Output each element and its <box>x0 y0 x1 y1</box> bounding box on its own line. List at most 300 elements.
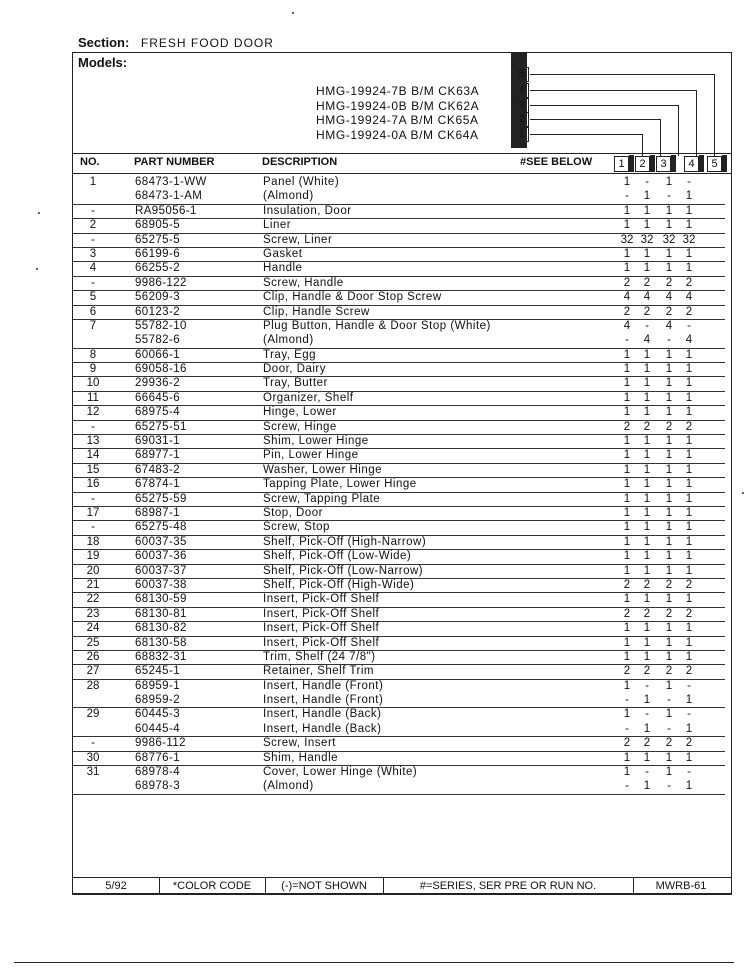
scan-speck <box>38 212 40 214</box>
leader-line <box>530 74 714 75</box>
part-description: Shelf, Pick-Off (Low-Narrow) <box>263 564 424 577</box>
part-description: Cover, Lower Hinge (White) <box>263 766 418 779</box>
quantity-col-4: - <box>687 766 691 779</box>
part-description: Washer, Lower Hinge <box>263 463 383 476</box>
part-description: Gasket <box>263 247 303 260</box>
quantity-col-4: 1 <box>685 694 693 707</box>
part-description: Liner <box>263 219 292 232</box>
quantity-col-1: 1 <box>623 247 631 260</box>
item-number: - <box>91 492 95 505</box>
quantity-col-2: 1 <box>643 391 651 404</box>
quantity-col-1: - <box>625 722 629 735</box>
table-row <box>73 737 731 751</box>
quantity-col-4: 1 <box>685 363 693 376</box>
col-divider <box>722 155 727 172</box>
part-number: 55782-6 <box>135 334 181 347</box>
part-number: 66199-6 <box>135 247 181 260</box>
part-number: 68959-1 <box>135 679 181 692</box>
quantity-col-3: 2 <box>665 737 673 750</box>
quantity-col-3: 1 <box>665 521 673 534</box>
part-number: 60037-38 <box>135 578 187 591</box>
part-description: Organizer, Shelf <box>263 391 354 404</box>
part-description: Screw, Liner <box>263 233 333 246</box>
quantity-col-1: 1 <box>623 550 631 563</box>
item-number: 22 <box>86 593 100 606</box>
quantity-col-3: 1 <box>665 219 673 232</box>
scan-speck <box>292 12 294 14</box>
quantity-col-2: 1 <box>643 622 651 635</box>
quantity-col-2: 1 <box>643 636 651 649</box>
part-number: 65275-59 <box>135 492 187 505</box>
item-number: - <box>91 233 95 246</box>
footer-series-note: #=SERIES, SER PRE OR RUN NO. <box>383 878 634 894</box>
item-number: 30 <box>86 751 100 764</box>
quantity-col-4: 1 <box>685 650 693 663</box>
table-row <box>73 723 731 737</box>
quantity-col-3: - <box>667 190 671 203</box>
quantity-col-3: 1 <box>665 204 673 217</box>
quantity-col-2: 1 <box>643 363 651 376</box>
quantity-col-2: 1 <box>643 492 651 505</box>
quantity-col-4: 2 <box>685 737 693 750</box>
quantity-col-2: 2 <box>643 607 651 620</box>
quantity-col-4: 1 <box>685 204 693 217</box>
item-number: 10 <box>86 377 100 390</box>
quantity-col-4: 1 <box>685 722 693 735</box>
part-description: Screw, Hinge <box>263 420 337 433</box>
quantity-col-3: 1 <box>665 564 673 577</box>
table-row <box>73 780 731 794</box>
table-row <box>73 708 731 722</box>
part-number: 69031-1 <box>135 435 181 448</box>
quantity-col-2: 4 <box>643 291 651 304</box>
quantity-col-4: 1 <box>685 622 693 635</box>
table-row <box>73 291 731 305</box>
part-number: 60445-4 <box>135 722 181 735</box>
part-description: Door, Dairy <box>263 363 327 376</box>
part-number: 68130-58 <box>135 636 187 649</box>
quantity-col-3: 1 <box>665 176 673 188</box>
quantity-col-2: - <box>645 708 649 721</box>
part-number: 67483-2 <box>135 463 181 476</box>
quantity-col-3: 1 <box>665 391 673 404</box>
header-rule-bottom <box>73 173 731 174</box>
quantity-col-1: 2 <box>623 578 631 591</box>
quantity-col-4: - <box>687 708 691 721</box>
quantity-col-4: 1 <box>685 535 693 548</box>
part-number: 68975-4 <box>135 406 181 419</box>
part-description: (Almond) <box>263 190 314 203</box>
item-number: 4 <box>89 262 97 275</box>
table-row <box>73 449 731 463</box>
scan-speck <box>36 268 38 270</box>
part-description: Screw, Handle <box>263 276 344 289</box>
col-divider <box>699 155 704 172</box>
quantity-col-2: 2 <box>643 665 651 678</box>
part-description: (Almond) <box>263 780 314 793</box>
part-description: Stop, Door <box>263 506 323 519</box>
part-number: 9986-112 <box>135 737 186 750</box>
quantity-col-3: - <box>667 722 671 735</box>
quantity-col-2: 1 <box>643 478 651 491</box>
quantity-col-3: 1 <box>665 377 673 390</box>
col-header-3: 3 <box>656 156 671 172</box>
quantity-col-2: 2 <box>643 737 651 750</box>
quantity-col-4: 2 <box>685 665 693 678</box>
quantity-col-1: 2 <box>623 305 631 318</box>
table-row <box>73 248 731 262</box>
part-description: Tray, Butter <box>263 377 328 390</box>
item-number: 17 <box>86 506 100 519</box>
quantity-col-4: 4 <box>685 334 693 347</box>
leader-line <box>660 119 661 156</box>
quantity-col-3: 1 <box>665 622 673 635</box>
quantity-col-2: 32 <box>640 233 654 246</box>
table-row <box>73 190 731 204</box>
quantity-col-2: 1 <box>643 435 651 448</box>
col-header-description: DESCRIPTION <box>262 156 338 168</box>
table-row <box>73 637 731 651</box>
header-rule-top <box>73 153 731 154</box>
item-number: 2 <box>89 219 97 232</box>
part-description: Handle <box>263 262 303 275</box>
quantity-col-1: 2 <box>623 276 631 289</box>
part-description: Insert, Pick-Off Shelf <box>263 607 380 620</box>
part-number: 55782-10 <box>135 319 187 332</box>
item-number: 6 <box>89 305 97 318</box>
quantity-col-3: 2 <box>665 420 673 433</box>
item-number: 27 <box>86 665 100 678</box>
table-row <box>73 219 731 233</box>
quantity-col-4: 2 <box>685 420 693 433</box>
footer-date: 5/92 <box>73 878 160 894</box>
quantity-col-1: 1 <box>623 363 631 376</box>
item-number: 31 <box>86 766 100 779</box>
quantity-col-3: 1 <box>665 463 673 476</box>
quantity-col-2: 1 <box>643 406 651 419</box>
part-description: Shim, Lower Hinge <box>263 435 369 448</box>
col-divider <box>629 155 634 172</box>
part-description: Pin, Lower Hinge <box>263 449 359 462</box>
quantity-col-1: - <box>625 334 629 347</box>
leader-line <box>530 119 660 120</box>
leader-line <box>696 90 697 156</box>
part-number: 65275-51 <box>135 420 187 433</box>
quantity-col-4: 1 <box>685 435 693 448</box>
model-index-5: 5 <box>514 67 529 82</box>
quantity-col-3: - <box>667 334 671 347</box>
part-description: Clip, Handle & Door Stop Screw <box>263 291 442 304</box>
quantity-col-1: 1 <box>623 492 631 505</box>
quantity-col-3: 1 <box>665 363 673 376</box>
quantity-col-3: 1 <box>665 449 673 462</box>
item-number: 19 <box>86 550 100 563</box>
quantity-col-4: - <box>687 176 691 188</box>
item-number: 20 <box>86 564 100 577</box>
model-list <box>316 84 479 142</box>
item-number: - <box>91 521 95 534</box>
item-number: 14 <box>86 449 100 462</box>
table-row <box>73 320 731 334</box>
quantity-col-1: 1 <box>623 219 631 232</box>
table-row <box>73 262 731 276</box>
table-row <box>73 579 731 593</box>
part-number: 60037-36 <box>135 550 187 563</box>
quantity-col-1: 1 <box>623 766 631 779</box>
part-description: Trim, Shelf (24 7/8") <box>263 650 376 663</box>
item-number: 26 <box>86 650 100 663</box>
quantity-col-1: 1 <box>623 406 631 419</box>
quantity-col-4: 1 <box>685 377 693 390</box>
quantity-col-2: 1 <box>643 650 651 663</box>
part-description: Insulation, Door <box>263 204 352 217</box>
quantity-col-2: 1 <box>643 506 651 519</box>
footer-bar <box>72 877 732 895</box>
quantity-col-3: 1 <box>665 708 673 721</box>
table-row <box>73 176 731 190</box>
item-number: 8 <box>89 348 97 361</box>
quantity-col-1: 1 <box>623 593 631 606</box>
quantity-col-2: 1 <box>643 262 651 275</box>
leader-line <box>530 90 696 91</box>
part-description: Shim, Handle <box>263 751 339 764</box>
part-description: Tapping Plate, Lower Hinge <box>263 478 417 491</box>
quantity-col-2: 1 <box>643 780 651 793</box>
item-number: 15 <box>86 463 100 476</box>
table-row <box>73 205 731 219</box>
quantity-col-1: - <box>625 694 629 707</box>
quantity-col-1: 1 <box>623 622 631 635</box>
model-index-2: 2 <box>514 112 529 127</box>
table-row <box>73 478 731 492</box>
quantity-col-3: 1 <box>665 506 673 519</box>
quantity-col-4: 2 <box>685 305 693 318</box>
col-header-2: 2 <box>635 156 650 172</box>
part-number: 65245-1 <box>135 665 181 678</box>
quantity-col-4: 2 <box>685 578 693 591</box>
models-label: Models: <box>78 55 128 70</box>
part-number: 68978-3 <box>135 780 181 793</box>
col-header-5: 5 <box>707 156 722 172</box>
part-number: 68130-81 <box>135 607 187 620</box>
quantity-col-1: 2 <box>623 737 631 750</box>
part-number: 68776-1 <box>135 751 181 764</box>
table-row <box>73 680 731 694</box>
part-number: 9986-122 <box>135 276 187 289</box>
quantity-col-4: 1 <box>685 449 693 462</box>
quantity-col-4: 1 <box>685 219 693 232</box>
part-description: Shelf, Pick-Off (High-Wide) <box>263 578 415 591</box>
quantity-col-3: 1 <box>665 650 673 663</box>
part-description: Retainer, Shelf Trim <box>263 665 374 678</box>
quantity-col-4: 1 <box>685 751 693 764</box>
col-header-no: NO. <box>80 156 100 168</box>
quantity-col-4: - <box>687 679 691 692</box>
model-name: HMG-19924-0B B/M CK62A <box>316 98 480 113</box>
quantity-col-3: 1 <box>665 247 673 260</box>
part-number: 68977-1 <box>135 449 181 462</box>
quantity-col-2: 1 <box>643 751 651 764</box>
part-number: 68130-82 <box>135 622 187 635</box>
quantity-col-4: 1 <box>685 391 693 404</box>
quantity-col-4: 1 <box>685 506 693 519</box>
quantity-col-1: 1 <box>623 535 631 548</box>
table-row <box>73 234 731 248</box>
part-description: Insert, Handle (Front) <box>263 679 384 692</box>
model-name: HMG-19924-7A B/M CK65A <box>316 113 479 127</box>
model-name: HMG-19924-0A B/M CK64A <box>316 127 479 142</box>
item-number: 21 <box>86 578 100 591</box>
item-number: 28 <box>86 679 100 692</box>
item-number: - <box>91 204 95 217</box>
quantity-col-1: - <box>625 780 629 793</box>
model-row <box>316 99 479 114</box>
table-row <box>73 550 731 564</box>
table-row <box>73 694 731 708</box>
part-description: Clip, Handle Screw <box>263 305 370 318</box>
quantity-col-4: 1 <box>685 478 693 491</box>
item-number: 3 <box>89 247 97 260</box>
table-row <box>73 334 731 348</box>
part-number: RA95056-1 <box>135 204 197 217</box>
col-divider <box>671 155 676 172</box>
quantity-col-2: - <box>645 319 649 332</box>
part-number: 60123-2 <box>135 305 181 318</box>
part-description: Insert, Pick-Off Shelf <box>263 593 380 606</box>
quantity-col-3: 1 <box>665 478 673 491</box>
section-heading <box>78 35 274 50</box>
quantity-col-3: 4 <box>665 319 673 332</box>
table-row <box>73 493 731 507</box>
quantity-col-2: 1 <box>643 247 651 260</box>
table-row <box>73 421 731 435</box>
item-number: 18 <box>86 535 100 548</box>
quantity-col-1: 1 <box>623 679 631 692</box>
quantity-col-1: 32 <box>620 233 634 246</box>
quantity-col-2: 4 <box>643 334 651 347</box>
quantity-col-3: 2 <box>665 305 673 318</box>
section-value: FRESH FOOD DOOR <box>140 36 274 50</box>
table-row <box>73 377 731 391</box>
model-index-4: 4 <box>514 83 529 98</box>
table-row <box>73 363 731 377</box>
table-row <box>73 392 731 406</box>
quantity-col-1: 1 <box>623 564 631 577</box>
part-description: Insert, Handle (Back) <box>263 722 382 735</box>
table-row <box>73 766 731 780</box>
quantity-col-2: 2 <box>643 305 651 318</box>
quantity-col-1: 1 <box>623 650 631 663</box>
table-row <box>73 565 731 579</box>
col-header-1: 1 <box>614 156 629 172</box>
part-number: 56209-3 <box>135 291 181 304</box>
quantity-col-3: 1 <box>665 636 673 649</box>
quantity-col-3: 1 <box>665 492 673 505</box>
quantity-col-1: 1 <box>623 348 631 361</box>
quantity-col-4: 1 <box>685 593 693 606</box>
quantity-col-4: 4 <box>685 291 693 304</box>
part-number: 68987-1 <box>135 506 181 519</box>
table-row <box>73 306 731 320</box>
quantity-col-4: 1 <box>685 348 693 361</box>
quantity-col-2: 1 <box>643 521 651 534</box>
quantity-col-1: 2 <box>623 420 631 433</box>
model-index-1: 1 <box>514 127 529 142</box>
table-row <box>73 435 731 449</box>
quantity-col-3: 32 <box>662 233 676 246</box>
quantity-col-3: 2 <box>665 607 673 620</box>
table-row <box>73 349 731 363</box>
quantity-col-2: 1 <box>643 204 651 217</box>
quantity-col-1: 1 <box>623 478 631 491</box>
quantity-col-4: 2 <box>685 276 693 289</box>
part-description: Screw, Insert <box>263 737 336 750</box>
part-number: 68978-4 <box>135 766 181 779</box>
table-row <box>73 464 731 478</box>
quantity-col-3: 1 <box>665 550 673 563</box>
quantity-col-2: 1 <box>643 535 651 548</box>
quantity-col-2: 2 <box>643 276 651 289</box>
leader-line <box>678 105 679 156</box>
part-number: 60445-3 <box>135 708 181 721</box>
quantity-col-2: - <box>645 679 649 692</box>
quantity-col-2: 1 <box>643 722 651 735</box>
part-number: 68832-31 <box>135 650 187 663</box>
item-number: 5 <box>89 291 97 304</box>
quantity-col-1: 1 <box>623 176 631 188</box>
quantity-col-4: - <box>687 319 691 332</box>
quantity-col-1: 1 <box>623 262 631 275</box>
col-divider <box>650 155 655 172</box>
quantity-col-4: 1 <box>685 190 693 203</box>
table-row <box>73 406 731 420</box>
quantity-col-3: 1 <box>665 766 673 779</box>
quantity-col-2: 1 <box>643 377 651 390</box>
part-description: Tray, Egg <box>263 348 317 361</box>
quantity-col-3: 2 <box>665 578 673 591</box>
quantity-col-2: 2 <box>643 420 651 433</box>
item-number: 25 <box>86 636 100 649</box>
part-description: (Almond) <box>263 334 314 347</box>
quantity-col-3: 1 <box>665 679 673 692</box>
part-description: Screw, Stop <box>263 521 330 534</box>
part-description: Shelf, Pick-Off (Low-Wide) <box>263 550 412 563</box>
part-description: Insert, Pick-Off Shelf <box>263 622 380 635</box>
model-row <box>316 128 479 143</box>
quantity-col-1: 4 <box>623 319 631 332</box>
quantity-col-3: 4 <box>665 291 673 304</box>
quantity-col-1: 1 <box>623 708 631 721</box>
table-row <box>73 521 731 535</box>
quantity-col-1: 1 <box>623 449 631 462</box>
part-description: Insert, Handle (Front) <box>263 694 384 707</box>
part-number: 29936-2 <box>135 377 181 390</box>
part-number: 67874-1 <box>135 478 181 491</box>
quantity-col-2: 1 <box>643 219 651 232</box>
col-header-4: 4 <box>684 156 699 172</box>
quantity-col-4: 2 <box>685 607 693 620</box>
quantity-col-1: 1 <box>623 463 631 476</box>
part-description: Plug Button, Handle & Door Stop (White) <box>263 319 491 332</box>
parts-table <box>73 176 731 795</box>
quantity-col-1: 1 <box>623 391 631 404</box>
model-row <box>316 113 479 128</box>
quantity-col-4: 1 <box>685 636 693 649</box>
item-number: 12 <box>86 406 100 419</box>
quantity-col-3: - <box>667 780 671 793</box>
leader-line <box>530 134 642 135</box>
part-number: 68130-59 <box>135 593 187 606</box>
